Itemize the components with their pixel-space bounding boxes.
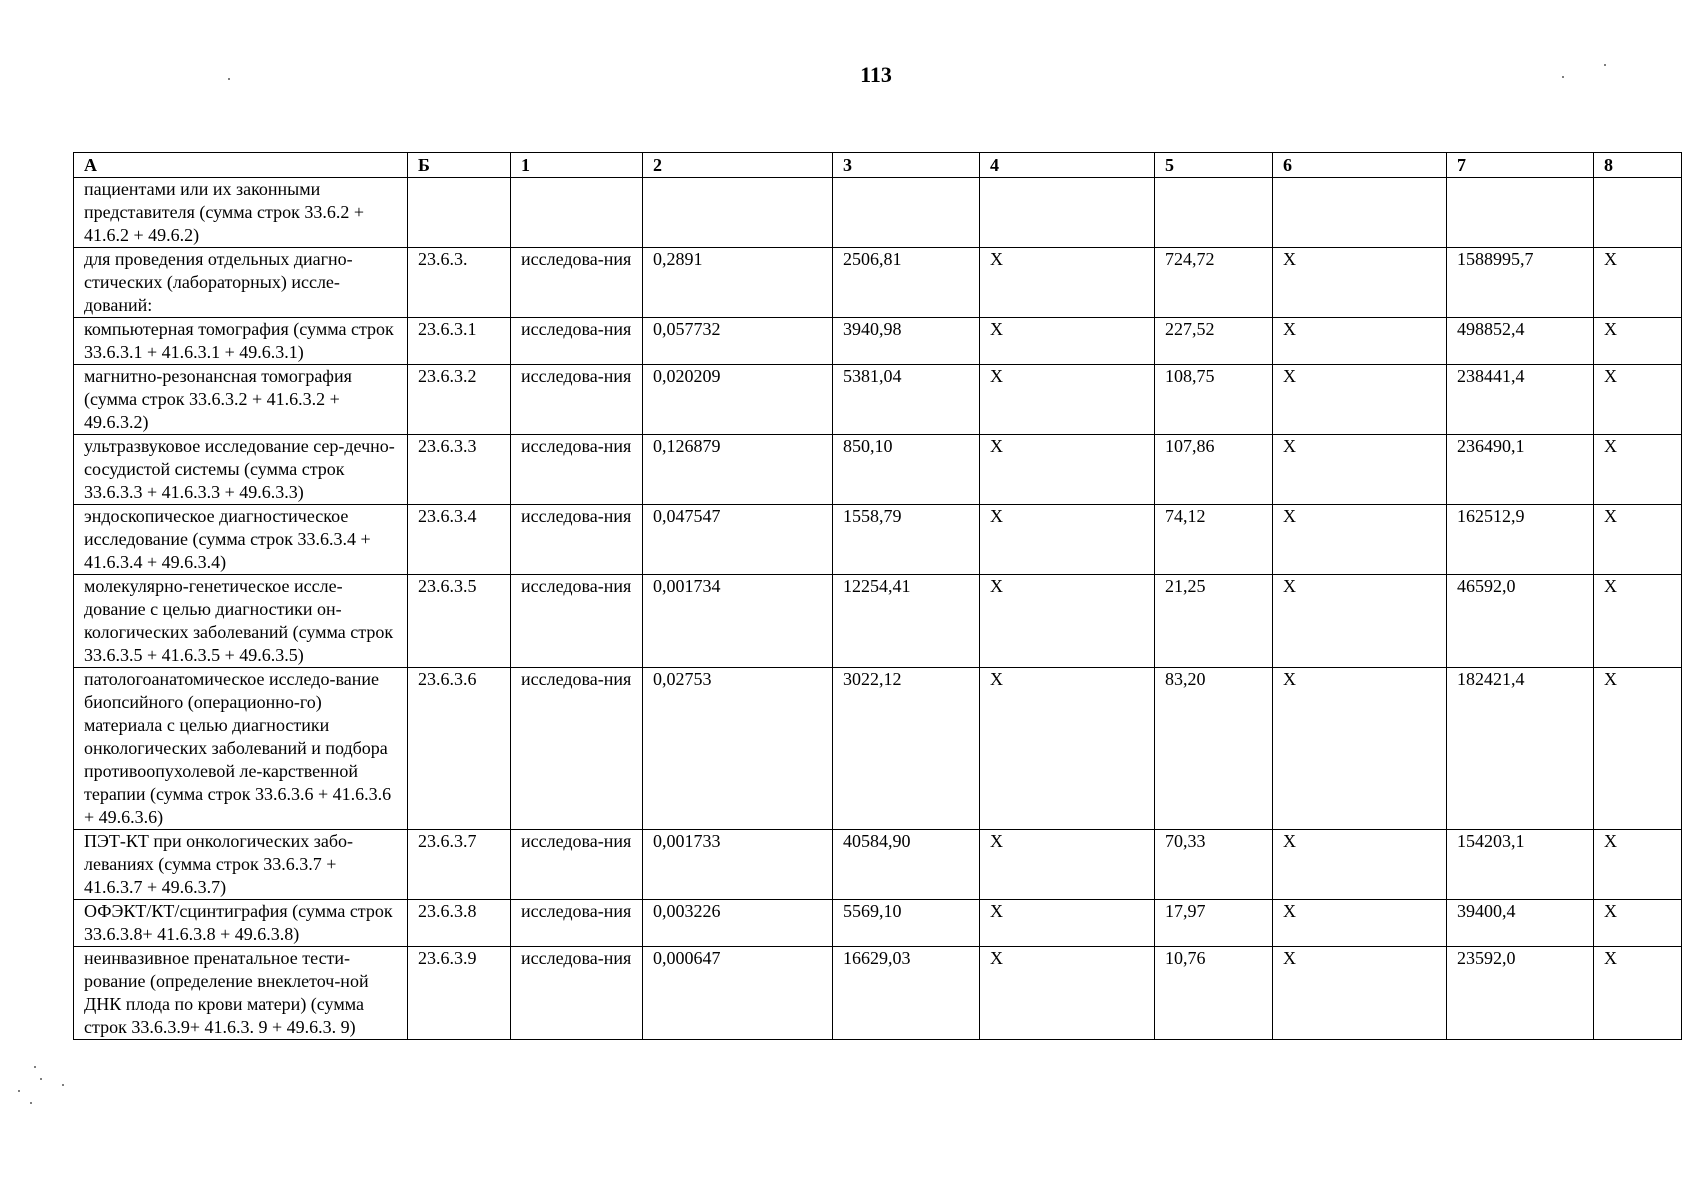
- row-col-2: 0,000647: [643, 947, 833, 1040]
- row-col-5: 21,25: [1155, 575, 1273, 668]
- row-col-4: Х: [980, 248, 1155, 318]
- row-col-7: 182421,4: [1447, 668, 1594, 830]
- row-col-6: Х: [1273, 318, 1447, 365]
- table-row: [74, 248, 1682, 318]
- row-col-6: Х: [1273, 435, 1447, 505]
- header-cell-b: Б: [408, 153, 511, 178]
- row-col-4: Х: [980, 435, 1155, 505]
- row-col-2: 0,020209: [643, 365, 833, 435]
- row-col-5: 70,33: [1155, 830, 1273, 900]
- row-col-7: 23592,0: [1447, 947, 1594, 1040]
- row-col-6: Х: [1273, 365, 1447, 435]
- row-col-4: Х: [980, 947, 1155, 1040]
- row-col-4: Х: [980, 575, 1155, 668]
- table-row: [74, 900, 1682, 947]
- row-col-3: 5381,04: [833, 365, 980, 435]
- row-code: 23.6.3.3: [408, 435, 511, 505]
- row-unit: исследова-ния: [511, 575, 643, 668]
- row-unit: исследова-ния: [511, 505, 643, 575]
- row-col-3: 16629,03: [833, 947, 980, 1040]
- row-col-4: [980, 178, 1155, 248]
- data-table: [73, 152, 1682, 1040]
- table-row: [74, 365, 1682, 435]
- header-cell-4: 4: [980, 153, 1155, 178]
- row-col-7: [1447, 178, 1594, 248]
- row-col-8: Х: [1594, 248, 1682, 318]
- row-col-5: 83,20: [1155, 668, 1273, 830]
- header-row: [74, 153, 1682, 178]
- row-col-3: 850,10: [833, 435, 980, 505]
- row-name: патологоанатомическое исследо-вание биопсийного (операционно-го) материала с целью диагностики онкологических заболеваний и подбора противоопухолевой ле-карственной терапии (сумма строк 33.6.3.6 + 41.6.3.6 + 49.6.3.6): [74, 668, 408, 830]
- row-code: [408, 178, 511, 248]
- row-col-2: 0,047547: [643, 505, 833, 575]
- row-col-4: Х: [980, 830, 1155, 900]
- row-col-4: Х: [980, 668, 1155, 830]
- row-name: для проведения отдельных диагно-стических (лабораторных) иссле-дований:: [74, 248, 408, 318]
- row-name: ПЭТ-КТ при онкологических забо-леваниях (сумма строк 33.6.3.7 + 41.6.3.7 + 49.6.3.7): [74, 830, 408, 900]
- row-col-3: 12254,41: [833, 575, 980, 668]
- row-col-8: Х: [1594, 830, 1682, 900]
- row-col-2: 0,001734: [643, 575, 833, 668]
- row-col-3: 1558,79: [833, 505, 980, 575]
- row-col-6: Х: [1273, 900, 1447, 947]
- row-col-8: Х: [1594, 435, 1682, 505]
- header-cell-6: 6: [1273, 153, 1447, 178]
- row-col-4: Х: [980, 365, 1155, 435]
- row-unit: исследова-ния: [511, 668, 643, 830]
- row-code: 23.6.3.8: [408, 900, 511, 947]
- row-col-7: 154203,1: [1447, 830, 1594, 900]
- row-unit: исследова-ния: [511, 248, 643, 318]
- row-name: эндоскопическое диагностическое исследование (сумма строк 33.6.3.4 + 41.6.3.4 + 49.6.3.4): [74, 505, 408, 575]
- scan-speck: [30, 1102, 32, 1104]
- row-code: 23.6.3.6: [408, 668, 511, 830]
- row-col-2: 0,057732: [643, 318, 833, 365]
- row-col-2: 0,003226: [643, 900, 833, 947]
- scan-speck: [62, 1084, 64, 1086]
- table-row: [74, 830, 1682, 900]
- row-col-6: [1273, 178, 1447, 248]
- row-col-6: Х: [1273, 830, 1447, 900]
- table-row: [74, 178, 1682, 248]
- row-unit: исследова-ния: [511, 900, 643, 947]
- row-col-3: [833, 178, 980, 248]
- row-col-2: [643, 178, 833, 248]
- row-col-7: 238441,4: [1447, 365, 1594, 435]
- row-col-2: 0,001733: [643, 830, 833, 900]
- row-code: 23.6.3.4: [408, 505, 511, 575]
- table-row: [74, 318, 1682, 365]
- page-number: 113: [860, 62, 892, 87]
- row-col-5: 17,97: [1155, 900, 1273, 947]
- header-cell-8: 8: [1594, 153, 1682, 178]
- scan-speck: [228, 78, 230, 80]
- row-unit: исследова-ния: [511, 318, 643, 365]
- table-row: [74, 435, 1682, 505]
- row-unit: исследова-ния: [511, 947, 643, 1040]
- row-col-7: 162512,9: [1447, 505, 1594, 575]
- row-col-7: 236490,1: [1447, 435, 1594, 505]
- row-col-7: 39400,4: [1447, 900, 1594, 947]
- row-col-8: Х: [1594, 505, 1682, 575]
- header-cell-a: А: [74, 153, 408, 178]
- row-col-3: 2506,81: [833, 248, 980, 318]
- scan-speck: [18, 1090, 20, 1092]
- row-col-8: Х: [1594, 900, 1682, 947]
- row-col-8: Х: [1594, 947, 1682, 1040]
- scan-speck: [1604, 64, 1606, 66]
- row-col-6: Х: [1273, 668, 1447, 830]
- row-col-4: Х: [980, 900, 1155, 947]
- header-cell-1: 1: [511, 153, 643, 178]
- row-col-3: 3022,12: [833, 668, 980, 830]
- row-col-7: 498852,4: [1447, 318, 1594, 365]
- row-col-5: 107,86: [1155, 435, 1273, 505]
- scan-speck: [1562, 76, 1564, 78]
- row-col-5: 724,72: [1155, 248, 1273, 318]
- row-col-5: 74,12: [1155, 505, 1273, 575]
- row-col-8: Х: [1594, 318, 1682, 365]
- header-cell-3: 3: [833, 153, 980, 178]
- row-code: 23.6.3.1: [408, 318, 511, 365]
- header-cell-5: 5: [1155, 153, 1273, 178]
- row-col-8: Х: [1594, 365, 1682, 435]
- row-col-8: Х: [1594, 668, 1682, 830]
- row-col-2: 0,2891: [643, 248, 833, 318]
- row-col-5: 108,75: [1155, 365, 1273, 435]
- row-col-7: 46592,0: [1447, 575, 1594, 668]
- row-col-6: Х: [1273, 947, 1447, 1040]
- row-col-2: 0,126879: [643, 435, 833, 505]
- row-unit: исследова-ния: [511, 365, 643, 435]
- header-cell-7: 7: [1447, 153, 1594, 178]
- table-row: [74, 575, 1682, 668]
- row-col-2: 0,02753: [643, 668, 833, 830]
- row-col-4: Х: [980, 505, 1155, 575]
- row-name: молекулярно-генетическое иссле-дование с целью диагностики он-кологических заболеваний (сумма строк 33.6.3.5 + 41.6.3.5 + 49.6.3.5): [74, 575, 408, 668]
- row-code: 23.6.3.: [408, 248, 511, 318]
- row-name: магнитно-резонансная томография (сумма строк 33.6.3.2 + 41.6.3.2 + 49.6.3.2): [74, 365, 408, 435]
- row-col-8: [1594, 178, 1682, 248]
- row-col-3: 3940,98: [833, 318, 980, 365]
- row-col-5: 227,52: [1155, 318, 1273, 365]
- row-unit: исследова-ния: [511, 830, 643, 900]
- header-cell-2: 2: [643, 153, 833, 178]
- row-col-3: 40584,90: [833, 830, 980, 900]
- row-code: 23.6.3.2: [408, 365, 511, 435]
- row-name: ОФЭКТ/КТ/сцинтиграфия (сумма строк 33.6.3.8+ 41.6.3.8 + 49.6.3.8): [74, 900, 408, 947]
- scan-speck: [34, 1066, 36, 1068]
- row-col-6: Х: [1273, 575, 1447, 668]
- row-col-5: 10,76: [1155, 947, 1273, 1040]
- row-col-3: 5569,10: [833, 900, 980, 947]
- table-row: [74, 505, 1682, 575]
- row-name: ультразвуковое исследование сер-дечно-сосудистой системы (сумма строк 33.6.3.3 + 41.6.3.3 + 49.6.3.3): [74, 435, 408, 505]
- row-col-7: 1588995,7: [1447, 248, 1594, 318]
- row-unit: [511, 178, 643, 248]
- row-unit: исследова-ния: [511, 435, 643, 505]
- row-col-6: Х: [1273, 505, 1447, 575]
- table-row: [74, 947, 1682, 1040]
- row-name: пациентами или их законными представителя (сумма строк 33.6.2 + 41.6.2 + 49.6.2): [74, 178, 408, 248]
- scan-speck: [40, 1078, 42, 1080]
- row-name: неинвазивное пренатальное тести-рование (определение внеклеточ-ной ДНК плода по крови матери) (сумма строк 33.6.3.9+ 41.6.3. 9 + 49.6.3. 9): [74, 947, 408, 1040]
- row-col-8: Х: [1594, 575, 1682, 668]
- row-name: компьютерная томография (сумма строк 33.6.3.1 + 41.6.3.1 + 49.6.3.1): [74, 318, 408, 365]
- row-code: 23.6.3.5: [408, 575, 511, 668]
- row-col-6: Х: [1273, 248, 1447, 318]
- row-col-5: [1155, 178, 1273, 248]
- row-code: 23.6.3.7: [408, 830, 511, 900]
- row-col-4: Х: [980, 318, 1155, 365]
- table-row: [74, 668, 1682, 830]
- row-code: 23.6.3.9: [408, 947, 511, 1040]
